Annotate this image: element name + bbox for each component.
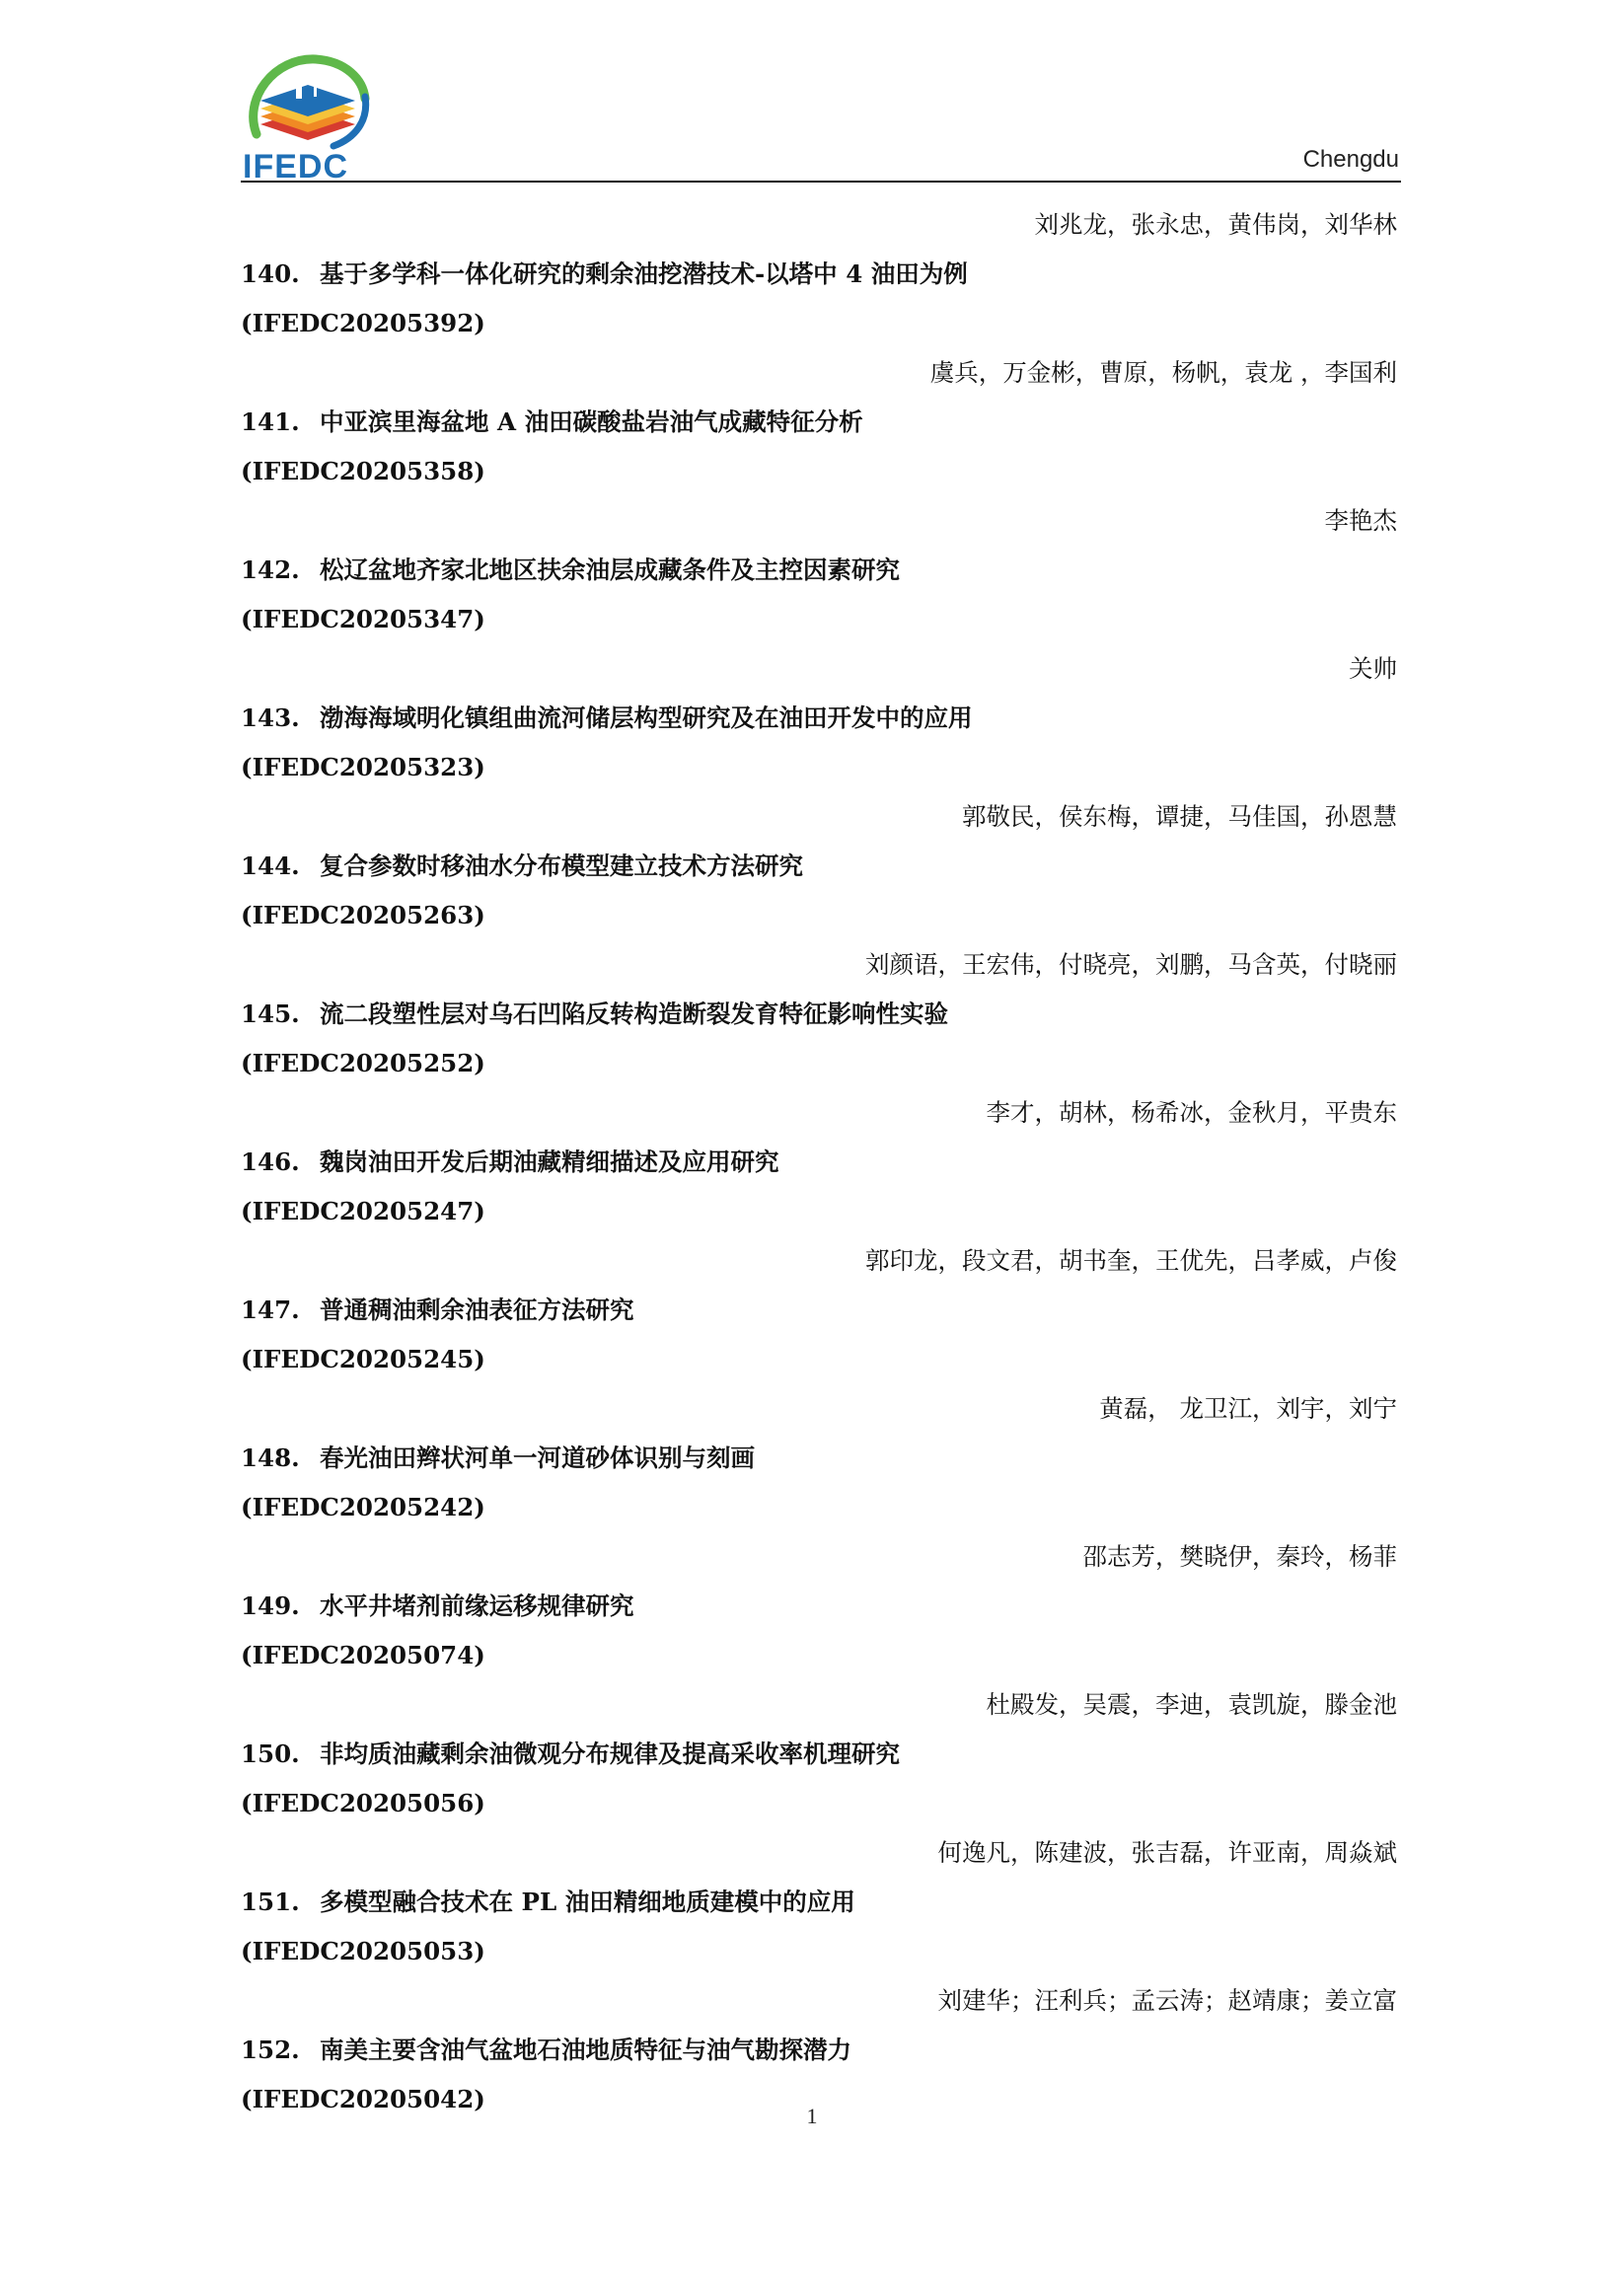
entry-title: [241, 2026, 1401, 2075]
entry-number: 144.: [241, 852, 300, 880]
entry-title-text: 非均质油藏剩余油微观分布规律及提高采收率机理研究: [320, 1740, 900, 1768]
entry-title: [241, 1138, 1401, 1187]
entry-authors: 何逸凡，陈建波，张吉磊，许亚南，周焱斌: [937, 1838, 1397, 1867]
entry-title: [241, 1730, 1401, 1779]
entry-number: 140.: [241, 259, 300, 288]
entry-title: [241, 250, 1401, 299]
entry-code: (IFEDC20205247): [241, 1197, 485, 1225]
entry-title: [241, 398, 1401, 447]
header-divider: [241, 181, 1401, 183]
entry-authors: 李才，胡林，杨希冰，金秋月，平贵东: [986, 1098, 1397, 1127]
entry-number: 143.: [241, 704, 300, 732]
entry-code: (IFEDC20205252): [241, 1049, 485, 1077]
entry-authors: 邵志芳，樊晓伊，秦玲，杨菲: [1082, 1542, 1397, 1571]
logo-wordmark: IFEDC: [243, 148, 348, 185]
entry-authors: 关帅: [1349, 654, 1397, 683]
entry-code: (IFEDC20205053): [241, 1937, 485, 1965]
entry-number: 145.: [241, 1000, 300, 1028]
entry-code: (IFEDC20205347): [241, 605, 485, 633]
entry-title-text: 魏岗油田开发后期油藏精细描述及应用研究: [320, 1148, 779, 1176]
entry-authors: 刘建华；汪利兵；孟云涛；赵靖康；姜立富: [937, 1986, 1397, 2015]
entry-authors: 刘颜语，王宏伟，付晓亮，刘鹏，马含英，付晓丽: [865, 950, 1397, 979]
entry-title-text: 春光油田辫状河单一河道砂体识别与刻画: [320, 1444, 755, 1472]
entry-code: (IFEDC20205358): [241, 457, 485, 485]
entry-title: [241, 1878, 1401, 1927]
entry-number: 147.: [241, 1296, 300, 1324]
entry-code: (IFEDC20205392): [241, 309, 485, 337]
entry-code: (IFEDC20205245): [241, 1345, 485, 1373]
entry-number: 150.: [241, 1740, 300, 1768]
entry-code: (IFEDC20205242): [241, 1493, 485, 1521]
entry-authors: 杜殿发，吴震，李迪，袁凯旋，滕金池: [986, 1690, 1397, 1719]
entry-authors: 郭敬民，侯东梅，谭捷，马佳国，孙恩慧: [962, 802, 1397, 831]
entry-code: (IFEDC20205056): [241, 1789, 485, 1817]
entry-authors: 黄磊， 龙卫江，刘宇，刘宁: [1099, 1394, 1397, 1423]
entry-title-text: 基于多学科一体化研究的剩余油挖潜技术-以塔中 4 油田为例: [320, 259, 968, 288]
entry-title-text: 南美主要含油气盆地石油地质特征与油气勘探潜力: [320, 2036, 851, 2064]
entry-title-text: 渤海海域明化镇组曲流河储层构型研究及在油田开发中的应用: [320, 704, 973, 732]
entry-title-text: 流二段塑性层对乌石凹陷反转构造断裂发育特征影响性实验: [320, 1000, 948, 1028]
entry-title-text: 水平井堵剂前缘运移规律研究: [320, 1592, 634, 1620]
entry-authors: 虞兵，万金彬，曹原，杨帆，袁龙 ，李国利: [929, 358, 1397, 387]
entry-number: 141.: [241, 407, 300, 436]
entry-title: [241, 694, 1401, 743]
entry-code: (IFEDC20205074): [241, 1641, 485, 1669]
entry-title-text: 松辽盆地齐家北地区扶余油层成藏条件及主控因素研究: [320, 555, 900, 584]
entry-code: (IFEDC20205042): [241, 2085, 485, 2113]
continuation-authors: 刘兆龙，张永忠，黄伟岗，刘华林: [1034, 210, 1397, 239]
entry-title-text: 多模型融合技术在 PL 油田精细地质建模中的应用: [320, 1888, 855, 1916]
entry-title: [241, 1582, 1401, 1631]
entry-title-text: 普通稠油剩余油表征方法研究: [320, 1296, 634, 1324]
entry-title: [241, 1434, 1401, 1483]
header-city: Chengdu: [1302, 146, 1399, 173]
entry-code: (IFEDC20205323): [241, 753, 485, 781]
entry-title: [241, 546, 1401, 595]
entry-title: [241, 1286, 1401, 1335]
entry-number: 151.: [241, 1888, 300, 1916]
paper-list: [241, 200, 1401, 2124]
entry-title: [241, 990, 1401, 1039]
entry-number: 152.: [241, 2036, 300, 2064]
entry-number: 146.: [241, 1148, 300, 1176]
entry-number: 148.: [241, 1444, 300, 1472]
entry-title-text: 复合参数时移油水分布模型建立技术方法研究: [320, 852, 803, 880]
entry-number: 142.: [241, 555, 300, 584]
entry-authors: 李艳杰: [1324, 506, 1397, 535]
entry-title: [241, 842, 1401, 891]
entry-code: (IFEDC20205263): [241, 901, 485, 929]
page-number: 1: [806, 2104, 818, 2128]
entry-authors: 郭印龙，段文君，胡书奎，王优先，吕孝威，卢俊: [865, 1246, 1397, 1275]
entry-number: 149.: [241, 1592, 300, 1620]
entry-title-text: 中亚滨里海盆地 A 油田碳酸盐岩油气成藏特征分析: [320, 407, 863, 436]
